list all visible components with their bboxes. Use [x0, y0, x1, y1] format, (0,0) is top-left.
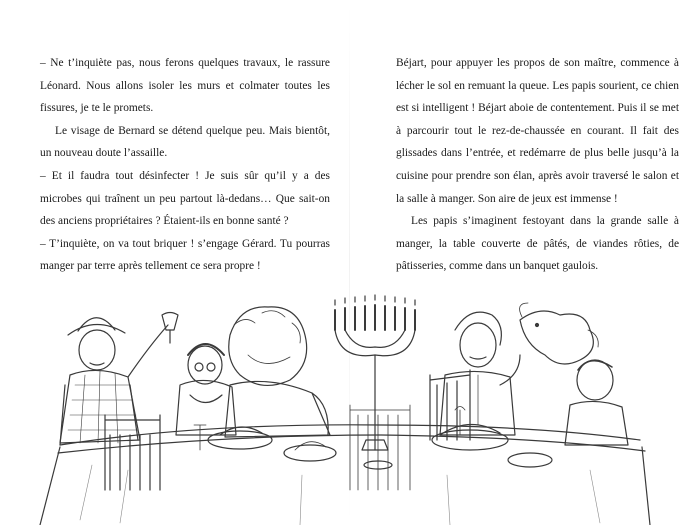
- paragraph: – Ne t’inquiète pas, nous ferons quelques travaux, le rassure Léonard. Nous allons isoler les murs et colmater toutes les fissures, je te le promets.: [40, 57, 330, 115]
- paragraph: Les papis s’imaginent festoyant dans la grande salle à manger, la table couverte de pâtés, de viandes rôties, de pâtisseries, comme dans un banquet gaulois.: [396, 215, 679, 273]
- left-page-text: [40, 52, 330, 278]
- chairs: [105, 370, 470, 490]
- paragraph: – Et il faudra tout désinfecter ! Je suis sûr qu’il y a des microbes qui traînent un peu partout là-dedans… Que sait-on des anciens propriétaires ? Étaient-ils en bonne santé ?: [40, 169, 330, 228]
- right-page-text: [396, 52, 679, 278]
- dog-beajart: [520, 303, 599, 364]
- paragraph: – T’inquiète, on va tout briquer ! s’engage Gérard. Tu pourras manger par terre après tellement ce sera propre !: [40, 237, 330, 273]
- mustached-man: [440, 312, 520, 435]
- candelabra: [335, 295, 415, 450]
- paragraph: Béjart, pour appuyer les propos de son maître, commence à lécher le sol en remuant la queue. Les papis sourient, ce chien est si intelligent ! Béjart aboie de contentement. Puis il se met à parcourir tout le rez-de-chaussée en courant. Il fait des glissades dans l’entrée, et redémarre de plus belle jusqu’à la cuisine pour prendre son élan, après avoir traversé le salon et la salle à manger. Son aire de jeux est immense !: [396, 57, 679, 205]
- paragraph: Le visage de Bernard se détend quelque peu. Mais bientôt, un nouveau doute l’assaille.: [40, 124, 330, 160]
- banquet-illustration: [0, 275, 700, 525]
- curly-haired-man: [225, 307, 330, 437]
